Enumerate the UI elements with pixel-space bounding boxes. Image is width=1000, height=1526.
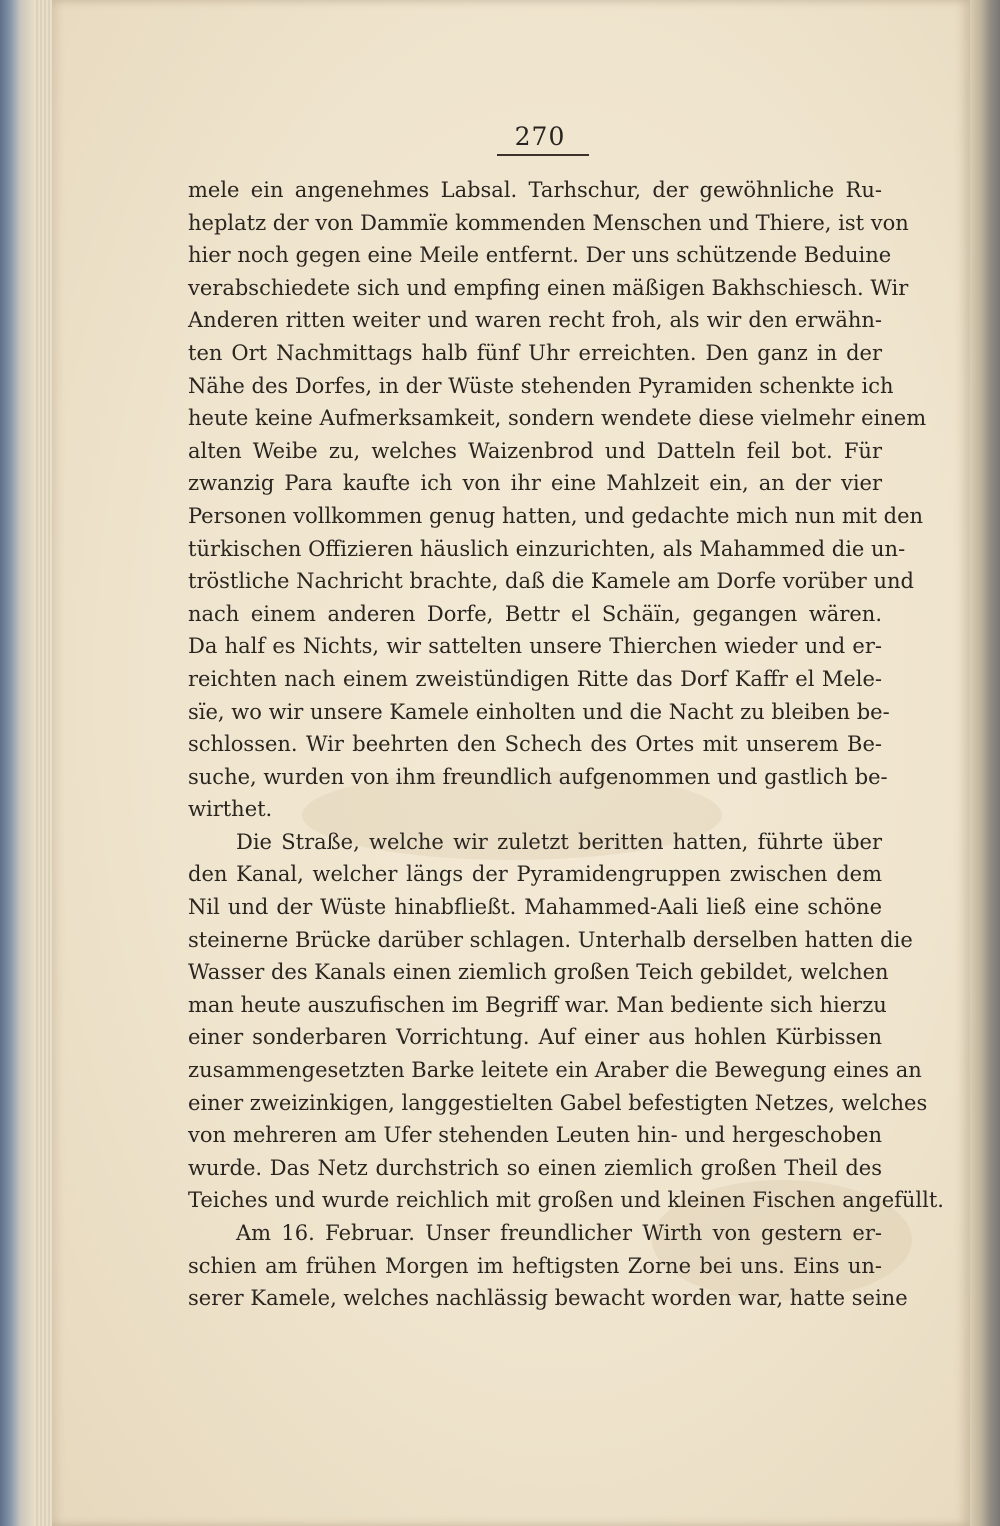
text-line: Teiches und wurde reichlich mit großen und kleinen Fischen angefüllt. xyxy=(188,1188,944,1213)
text-line: von mehreren am Ufer stehenden Leuten hin- und hergeschoben xyxy=(188,1123,882,1148)
text-line: türkischen Offizieren häuslich einzurichten, als Mahammed die un- xyxy=(188,536,906,561)
text-line: zwanzig Para kaufte ich von ihr eine Mahlzeit ein, an der vier xyxy=(188,471,882,496)
text-line: verabschiedete sich und empfing einen mäßigen Bakhschiesch. Wir xyxy=(188,275,909,300)
text-line: wirthet. xyxy=(188,797,273,822)
text-line: hier noch gegen eine Meile entfernt. Der uns schützende Beduine xyxy=(188,243,892,268)
text-line: heute keine Aufmerksamkeit, sondern wendete diese vielmehr einem xyxy=(188,406,927,431)
text-line: einer sonderbaren Vorrichtung. Auf einer aus hohlen Kürbissen xyxy=(188,1025,882,1050)
text-line: alten Weibe zu, welches Waizenbrod und Datteln feil bot. Für xyxy=(188,438,882,463)
page-number: 270 xyxy=(514,122,566,151)
text-line: sïe, wo wir unsere Kamele einholten und die Nacht zu bleiben be- xyxy=(188,699,890,724)
text-line: Personen vollkommen genug hatten, und gedachte mich nun mit den xyxy=(188,503,924,528)
page-stack-edge xyxy=(34,0,52,1526)
text-line: Nähe des Dorfes, in der Wüste stehenden Pyramiden schenkte ich xyxy=(188,373,894,398)
text-line: schlossen. Wir beehrten den Schech des Ortes mit unserem Be- xyxy=(188,732,882,757)
text-line: suche, wurden von ihm freundlich aufgenommen und gastlich be- xyxy=(188,764,888,789)
text-line: zusammengesetzten Barke leitete ein Araber die Bewegung eines an xyxy=(188,1058,922,1083)
text-line: man heute auszufischen im Begriff war. Man bediente sich hierzu xyxy=(188,992,887,1017)
text-line: mele ein angenehmes Labsal. Tarhschur, der gewöhnliche Ru- xyxy=(188,178,882,202)
text-line: schien am frühen Morgen im heftigsten Zorne bei uns. Eins un- xyxy=(188,1253,882,1278)
book-gutter xyxy=(970,0,1000,1526)
text-line: heplatz der von Dammïe kommenden Menschen und Thiere, ist von xyxy=(188,210,909,235)
text-line: Am 16. Februar. Unser freundlicher Wirth von gestern er- xyxy=(236,1221,882,1245)
header-rule xyxy=(497,154,589,156)
text-line: serer Kamele, welches nachlässig bewacht worden war, hatte seine xyxy=(188,1286,908,1311)
text-line: nach einem anderen Dorfe, Bettr el Schäïn, gegangen wären. xyxy=(188,601,882,626)
book-cover-edge xyxy=(0,0,34,1526)
text-line: den Kanal, welcher längs der Pyramidengruppen zwischen dem xyxy=(188,862,882,887)
text-line: einer zweizinkigen, langgestielten Gabel befestigten Netzes, welches xyxy=(188,1090,928,1115)
text-line: reichten nach einem zweistündigen Ritte das Dorf Kaffr el Mele- xyxy=(188,666,882,691)
text-line: Anderen ritten weiter und waren recht froh, als wir den erwähn- xyxy=(188,308,882,333)
text-line: Die Straße, welche wir zuletzt beritten hatten, führte über xyxy=(236,829,882,854)
text-line: Wasser des Kanals einen ziemlich großen Teich gebildet, welchen xyxy=(188,960,889,985)
text-line: wurde. Das Netz durchstrich so einen ziemlich großen Theil des xyxy=(188,1155,882,1180)
text-line: Da half es Nichts, wir sattelten unsere Thierchen wieder und er- xyxy=(188,634,882,659)
text-line: tröstliche Nachricht brachte, daß die Kamele am Dorfe vorüber und xyxy=(188,569,914,594)
text-line: Nil und der Wüste hinabfließt. Mahammed-Aali ließ eine schöne xyxy=(188,895,882,920)
body-text xyxy=(188,174,944,1315)
text-line: ten Ort Nachmittags halb fünf Uhr erreichten. Den ganz in der xyxy=(188,340,882,365)
text-line: steinerne Brücke darüber schlagen. Unterhalb derselben hatten die xyxy=(188,927,913,952)
